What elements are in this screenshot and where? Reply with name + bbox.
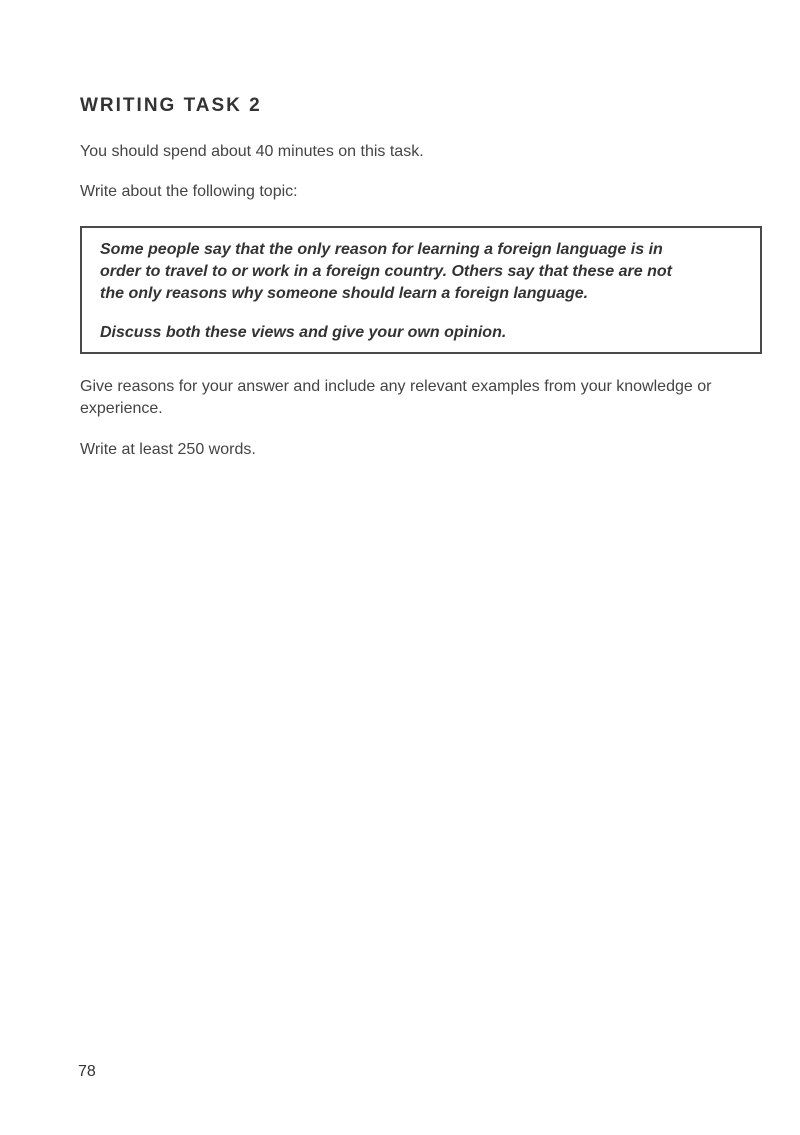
- prompt-line: the only reasons why someone should learn a foreign language.: [100, 285, 589, 302]
- essay-prompt-statement: [100, 239, 746, 305]
- time-instruction: You should spend about 40 minutes on this task.: [80, 143, 424, 160]
- word-count-instruction: Write at least 250 words.: [80, 441, 256, 458]
- page-number: 78: [78, 1063, 96, 1080]
- topic-intro: Write about the following topic:: [80, 183, 298, 200]
- essay-prompt-directive: Discuss both these views and give your own opinion.: [100, 324, 507, 341]
- essay-prompt-box: [80, 226, 762, 354]
- prompt-line: Some people say that the only reason for learning a foreign language is in: [100, 241, 663, 258]
- prompt-line: order to travel to or work in a foreign country. Others say that these are not: [100, 263, 672, 280]
- reasons-instruction: Give reasons for your answer and include any relevant examples from your knowledge or experience.: [80, 378, 712, 417]
- page-title: WRITING TASK 2: [80, 95, 262, 116]
